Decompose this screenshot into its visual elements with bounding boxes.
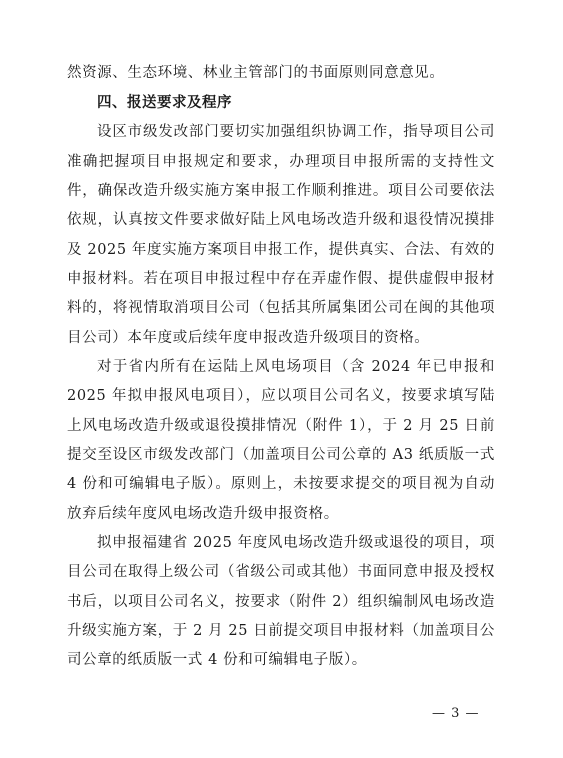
paragraph-line: 提交至设区市级发改部门（加盖项目公司公章的 A3 纸质版一式 (67, 447, 495, 463)
paragraph-line: 司公章的纸质版一式 4 份和可编辑电子版）。 (67, 652, 367, 668)
paragraph-line: 准确把握项目申报规定和要求，办理项目申报所需的支持性文 (67, 154, 495, 170)
paragraph-line: 然资源、生态环境、林业主管部门的书面原则同意意见。 (67, 65, 445, 81)
section-heading: 四、报送要求及程序 (97, 95, 232, 111)
paragraph-line: 书后，以项目公司名义，按要求（附件 2）组织编制风电场改造 (67, 594, 495, 610)
paragraph-line: 上风电场改造升级或退役摸排情况（附件 1），于 2 月 25 日前 (67, 418, 495, 434)
paragraph-line: 及 2025 年度实施方案项目申报工作，提供真实、合法、有效的 (67, 242, 495, 258)
paragraph-line: 料的，将视情取消项目公司（包括其所属集团公司在闽的其他项 (67, 300, 495, 316)
paragraph-line: 依规，认真按文件要求做好陆上风电场改造升级和退役情况摸排 (67, 212, 495, 228)
paragraph-line: 2025 年拟申报风电项目），应以项目公司名义，按要求填写陆 (67, 388, 495, 404)
paragraph-line: 设区市级发改部门要切实加强组织协调工作，指导项目公司 (97, 124, 495, 140)
paragraph-line: 申报材料。若在项目申报过程中存在弄虚作假、提供虚假申报材 (67, 271, 495, 287)
paragraph-line: 4 份和可编辑电子版）。原则上，未按要求提交的项目视为自动 (67, 476, 495, 492)
paragraph-line: 目公司）本年度或后续年度申报改造升级项目的资格。 (67, 330, 430, 346)
paragraph-line: 对于省内所有在运陆上风电场项目（含 2024 年已申报和 (97, 359, 495, 375)
paragraph-line: 件，确保改造升级实施方案申报工作顺利推进。项目公司要依法 (67, 183, 495, 199)
paragraph-line: 拟申报福建省 2025 年度风电场改造升级或退役的项目，项 (97, 535, 495, 551)
page-number: — 3 — (432, 706, 480, 721)
paragraph-line: 升级实施方案，于 2 月 25 日前提交项目申报材料（加盖项目公 (67, 623, 495, 639)
paragraph-line: 放弃后续年度风电场改造升级申报资格。 (67, 506, 339, 522)
paragraph-line: 目公司在取得上级公司（省级公司或其他）书面同意申报及授权 (67, 564, 495, 580)
